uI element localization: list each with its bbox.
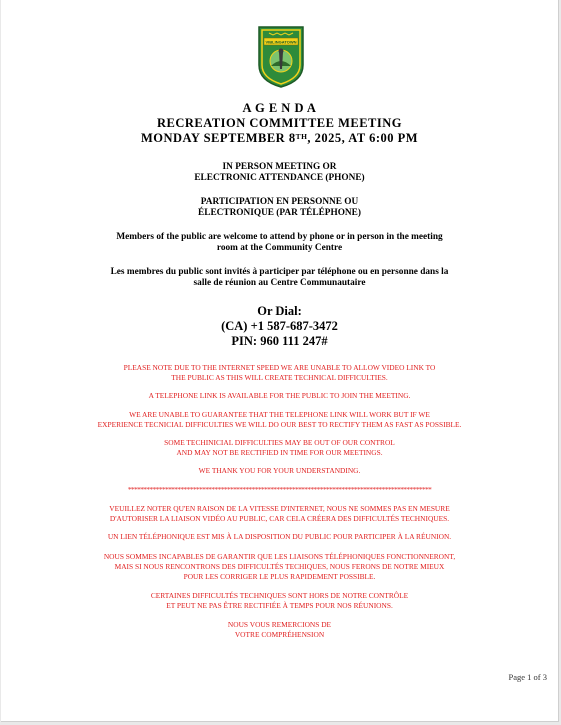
document-page: [1, 0, 559, 722]
committee-title: RECREATION COMMITTEE MEETING: [156, 116, 403, 130]
dial-phone-number: (CA) +1 587-687-3472: [221, 319, 338, 333]
meeting-date: [1, 131, 558, 145]
notice-fr-p3-line1: NOUS SOMMES INCAPABLES DE GARANTIR QUE LES LIAISONS TÉLÉPHONIQUES FONCTIONNERONT,: [103, 552, 456, 561]
notice-fr-p5-line2: VOTRE COMPRÉHENSION: [234, 630, 325, 639]
notice-en-p2-line1: A TELEPHONE LINK IS AVAILABLE FOR THE PUBLIC TO JOIN THE MEETING.: [148, 391, 411, 400]
notice-en-p5-line1: WE THANK YOU FOR YOUR UNDERSTANDING.: [198, 466, 361, 475]
notice-fr-p5-line1: NOUS VOUS REMERCIONS DE: [227, 620, 332, 629]
notice-en-p1-line1: PLEASE NOTE DUE TO THE INTERNET SPEED WE ARE UNABLE TO ALLOW VIDEO LINK TO: [123, 363, 436, 372]
notice-separator: **************************************************************************************************: [127, 485, 432, 494]
notice-fr-p4-line1: CERTAINES DIFFICULTÉS TECHNIQUES SONT HORS DE NOTRE CONTRÔLE: [150, 591, 409, 600]
meeting-date-time: , 2025, AT 6:00 PM: [307, 131, 419, 145]
welcome-en-line1: Members of the public are welcome to attend by phone or in person in the meeting: [116, 232, 443, 242]
notice-fr-p3-line2: MAIS SI NOUS RENCONTRONS DES DIFFICULTÉS TECHIQUES, NOUS FERONS DE NOTRE MIEUX: [114, 562, 445, 571]
welcome-fr-line1: Les membres du public sont invités à participer par téléphone ou en personne dans la: [110, 267, 449, 277]
page-number: Page 1 of 3: [508, 672, 547, 682]
agenda-heading: A G E N D A: [242, 101, 317, 115]
meeting-date-suffix: TH: [295, 132, 308, 141]
village-crest-logo: [257, 25, 305, 89]
welcome-fr-line2: salle de réunion au Centre Communautaire: [193, 278, 366, 288]
svg-text:VIBLINGATOWN: VIBLINGATOWN: [265, 39, 297, 45]
attendance-fr-line1: PARTICIPATION EN PERSONNE OU: [200, 197, 359, 207]
notice-en-p3-line1: WE ARE UNABLE TO GUARANTEE THAT THE TELEPHONE LINK WILL WORK BUT IF WE: [129, 410, 430, 419]
welcome-en-line2: room at the Community Centre: [216, 243, 343, 253]
meeting-date-main: MONDAY SEPTEMBER 8: [140, 131, 296, 145]
notice-en-p4-line2: AND MAY NOT BE RECTIFIED IN TIME FOR OUR MEETINGS.: [176, 448, 383, 457]
dial-pin: PIN: 960 111 247#: [231, 334, 328, 348]
attendance-en-line2: ELECTRONIC ATTENDANCE (PHONE): [194, 173, 365, 183]
notice-fr-p4-line2: ET PEUT NE PAS ÊTRE RECTIFIÉE À TEMPS POUR NOS RÉUNIONS.: [166, 601, 393, 610]
notice-fr-p1-line2: D'AUTORISER LA LIAISON VIDÉO AU PUBLIC, CAR CELA CRÉERA DES DIFFICULTÉS TECHNIQUES.: [109, 514, 450, 523]
notice-fr-p2-line1: UN LIEN TÉLÉPHONIQUE EST MIS À LA DISPOSITION DU PUBLIC POUR PARTICIPER À LA RÉUNION.: [107, 532, 452, 541]
notice-en-p3-line2: EXPERIENCE TECNICIAL DIFFICULTIES WE WILL DO OUR BEST TO RECTIFY THEM AS FAST AS POSSIBLE.: [97, 420, 462, 429]
attendance-fr-line2: ÉLECTRONIQUE (PAR TÉLÉPHONE): [198, 208, 361, 218]
notice-en-p1-line2: THE PUBLIC AS THIS WILL CREATE TECHNICAL DIFFICULTIES.: [171, 373, 388, 382]
notice-fr-p3-line3: POUR LES CORRIGER LE PLUS RAPIDEMENT POSSIBLE.: [183, 572, 376, 581]
dial-label: Or Dial:: [257, 304, 302, 318]
attendance-en-line1: IN PERSON MEETING OR: [222, 162, 337, 172]
notice-fr-p1-line1: VEUILLEZ NOTER QU'EN RAISON DE LA VITESSE D'INTERNET, NOUS NE SOMMES PAS EN MESURE: [109, 504, 450, 513]
notice-en-p4-line1: SOME TECHINICIAL DIFFICULTIES MAY BE OUT OF OUR CONTROL: [164, 438, 395, 447]
